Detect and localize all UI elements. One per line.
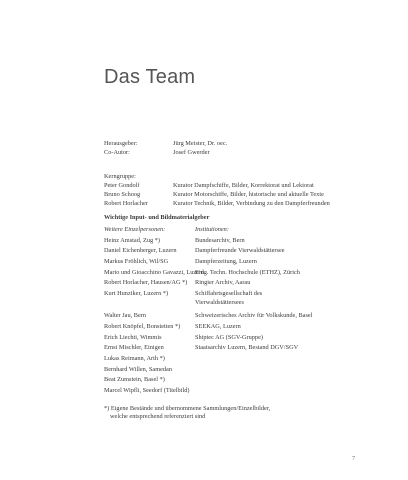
member-name: Peter Gondolf	[104, 182, 140, 189]
person: Walter Jau, Bern	[104, 312, 146, 320]
member-role: Kurator Motorschiffe, Bilder, historische und aktuelle Texte	[173, 191, 324, 198]
institution: Schweizerisches Archiv für Volkskunde, Basel	[195, 312, 313, 320]
institution: Dampferfreunde Vierwaldstättersee	[195, 247, 285, 255]
member-name: Robert Horlacher	[104, 200, 148, 207]
footnote-line-2: welche entsprechend referenziert sind	[110, 413, 206, 421]
list-item	[104, 269, 354, 280]
person: Heinz Amstad, Zug *)	[104, 236, 160, 244]
list-item	[104, 344, 354, 355]
column-headings	[104, 226, 354, 237]
list-item	[104, 323, 354, 334]
person: Mario und Gioacchino Gavazzi, Luzern	[104, 268, 205, 276]
list-item	[104, 334, 354, 345]
person: Bernhard Willen, Samedan	[104, 365, 173, 373]
institution: Staatsarchiv Luzern, Bestand DGV/SGV	[195, 344, 299, 352]
person: Kurt Hunziker, Luzern *)	[104, 290, 169, 298]
credit-role: Co-Autor:	[104, 149, 130, 156]
credit-name: Josef Gwerder	[173, 149, 210, 156]
list-item	[104, 237, 354, 248]
list-item	[104, 312, 354, 323]
person: Daniel Eichenberger, Luzern	[104, 247, 177, 255]
person: Markus Fröhlich, Wil/SG	[104, 258, 169, 266]
list-item	[104, 247, 354, 258]
institution: Dampferzeitung, Luzern	[195, 258, 257, 266]
institution: Schiffahrtsgesellschaft des	[195, 290, 263, 298]
col-right-heading: Institutionen:	[195, 226, 229, 233]
person: Marcel Wipfli, Seedorf (Titelbild)	[104, 387, 190, 395]
institution: Shiptec AG (SGV-Gruppe)	[195, 333, 263, 341]
credit-role: Herausgeber:	[104, 140, 138, 147]
page-title: Das Team	[104, 66, 196, 88]
institution: Eidg. Techn. Hochschule (ETHZ), Zürich	[195, 268, 300, 276]
person: Ernst Mischler, Einigen	[104, 344, 164, 352]
person: Robert Knöpfel, Bonstetten *)	[104, 322, 181, 330]
member-name: Bruno Schoog	[104, 191, 141, 198]
list-item	[104, 376, 354, 387]
list-item	[104, 387, 354, 398]
footnote	[104, 405, 270, 421]
institution: Bundesarchiv, Bern	[195, 236, 245, 244]
materialgeber-heading: Wichtige Input- und Bildmaterialgeber	[104, 214, 210, 221]
list-item	[104, 355, 354, 366]
col-left-heading: Weitere Einzelpersonen:	[104, 226, 166, 233]
footnote-line-1: *) Eigene Bestände und übernommene Sammlungen/Einzelbilder,	[104, 405, 271, 412]
list-item	[104, 290, 354, 298]
materialgeber-table	[104, 226, 354, 398]
institution: SEEKAG, Luzern	[195, 322, 241, 330]
list-item	[104, 279, 354, 290]
member-role: Kurator Dampfschiffe, Bilder, Korrektorat und Lektorat	[173, 182, 314, 189]
credit-name: Jürg Meister, Dr. oec.	[173, 140, 228, 147]
institution: Vierwaldstättersees	[195, 298, 244, 306]
list-item	[104, 258, 354, 269]
person: Erich Liechti, Wimmis	[104, 333, 162, 341]
list-item	[104, 366, 354, 377]
page-number: 7	[352, 455, 356, 462]
person: Beat Zumstein, Basel *)	[104, 376, 165, 384]
kerngruppe-heading: Kerngruppe:	[104, 173, 136, 180]
institution: Ringier Archiv, Aarau	[195, 279, 251, 287]
person: Lukas Reimann, Arth *)	[104, 354, 165, 362]
list-item	[104, 299, 354, 310]
person: Robert Horlacher, Hausen/AG *)	[104, 279, 188, 287]
member-role: Kurator Technik, Bilder, Verbindung zu den Dampferfreunden	[173, 200, 330, 207]
